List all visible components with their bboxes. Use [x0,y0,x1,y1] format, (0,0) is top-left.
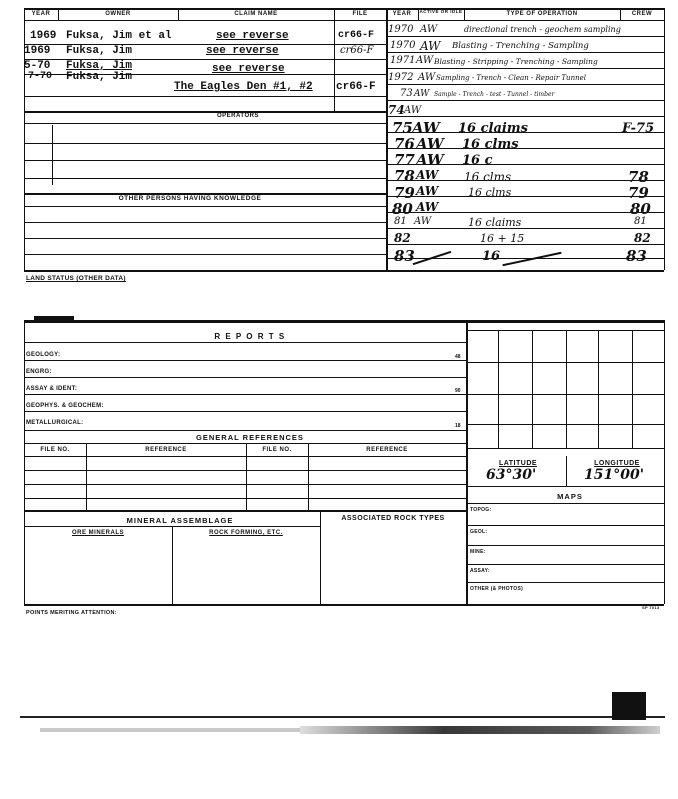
activity-row-3-status: AW [416,55,434,66]
activity-row-14-crew: 82 [634,231,651,245]
activity-row-14-year: 82 [394,231,411,245]
form-number: SP 7013 [642,605,660,610]
mineral-assemblage-label: MINERAL ASSEMBLAGE [126,516,234,525]
associated-rock-types-label: ASSOCIATED ROCK TYPES [341,515,445,522]
geology-label: GEOLOGY: [26,352,61,358]
metallurgical-label: METALLURGICAL: [26,420,84,426]
activity-row-14-operation: 16 + 15 [480,232,525,245]
general-references-label: GENERAL REFERENCES [196,433,304,442]
activity-row-8-status: AW [416,135,444,153]
owner-row-3-year: 5-70 [24,60,51,72]
activity-row-3-year: 1971 [390,55,416,66]
scan-artifact-band [20,716,665,718]
geophys-geochem-label: GEOPHYS. & GEOCHEM: [26,403,104,409]
activity-row-4-year: 1972 [388,72,414,83]
owner-row-3-owner: Fuksa, Jim [66,60,133,72]
activity-row-13-operation: 16 claims [468,216,522,229]
points-meriting-label: POINTS MERITING ATTENTION: [26,610,117,616]
activity-row-15-crew: 83 [626,247,647,265]
owner-row-2-owner: Fuksa, Jim [66,45,133,57]
activity-row-1-status: AW [420,24,438,35]
assay-ident-label: ASSAY & IDENT: [26,386,78,392]
scan-artifact-streak [300,726,660,734]
activity-row-2-status: AW [420,39,441,53]
activity-row-13-year: 81 [394,216,407,227]
activity-row-10-year: 78 [394,167,415,185]
owner-row-4-owner: Fuksa, Jim [66,71,133,83]
engrg-label: ENGRG: [26,369,52,375]
activity-row-5-status: AW [414,89,430,99]
activity-row-10-operation: 16 clms [464,170,512,184]
assay-map-label: ASSAY: [470,568,490,574]
longitude-value: 151°00' [584,467,644,483]
header-active-or-idle: ACTIVE OR IDLE [419,9,463,14]
header-year-2: YEAR [392,11,412,17]
activity-row-7-status: AW [412,119,440,137]
activity-row-7-operation: 16 claims [458,121,528,136]
header-crew: CREW [631,11,653,17]
activity-row-1-operation: directional trench - geochem sampling [464,25,621,34]
mine-label: MINE: [470,549,486,555]
activity-row-13-crew: 81 [634,216,647,227]
scan-artifact-block [612,692,646,720]
activity-row-12-year: 80 [392,200,413,218]
activity-row-5-operation: Sample - Trench - test - Tunnel - timber [434,91,555,98]
longitude-label: LONGITUDE [594,460,640,467]
topog-label: TOPOG: [470,507,492,513]
owner-row-2-file: cr66-F [340,45,374,56]
activity-row-8-operation: 16 clms [462,137,519,152]
owner-row-2-year: 1969 [24,45,51,57]
geology-number: 48 [455,354,461,360]
activity-row-12-status: AW [416,200,439,214]
activity-row-8-year: 76 [394,135,415,153]
owner-row-2-claim: see reverse [206,45,279,57]
header-type-of-operation: TYPE OF OPERATION [506,11,578,17]
maps-label: MAPS [557,492,583,501]
activity-row-6-year: 74 [388,103,405,117]
file-no-header-1: FILE NO. [40,447,70,453]
rock-forming-header: ROCK FORMING, ETC. [209,530,283,536]
activity-row-9-operation: 16 c [462,153,493,168]
operators-label: OPERATORS [217,113,259,119]
other-photos-label: OTHER (& PHOTOS) [470,586,524,592]
reports-label: R E P O R T S [214,332,286,341]
activity-row-11-operation: 16 clms [468,186,512,199]
activity-row-12-crew: 80 [630,200,651,218]
latitude-value: 63°30' [486,467,537,483]
activity-row-3-operation: Blasting - Stripping - Trenching - Sampling [434,57,598,66]
owner-row-4-year: 7-70 [28,71,53,82]
owner-row-3-claim: see reverse [212,63,285,75]
activity-row-2-operation: Blasting - Trenching - Sampling [452,41,589,51]
activity-row-10-status: AW [416,168,439,182]
file-no-header-2: FILE NO. [262,447,292,453]
activity-row-13-status: AW [414,216,432,227]
reference-header-1: REFERENCE [145,447,187,453]
activity-row-10-crew: 78 [628,168,649,186]
owner-row-1-file: cr66-F [338,30,375,41]
activity-row-7-year: 75 [392,119,413,137]
header-claim-name: CLAIM NAME [234,11,278,17]
owner-row-4-claim: The Eagles Den #1, #2 [174,81,313,93]
ore-minerals-header: ORE MINERALS [71,530,124,536]
geol-label: GEOL: [470,529,488,535]
owner-row-4-file: cr66-F [336,81,376,93]
header-owner: OWNER [105,11,131,17]
activity-row-5-year: 73 [400,88,413,99]
owner-row-1-claim: see reverse [216,30,289,42]
activity-row-1-year: 1970 [388,24,414,35]
activity-row-4-operation: Sampling - Trench - Clean - Repair Tunnel [436,74,586,82]
activity-scribble-mark-2 [502,252,561,266]
header-year: YEAR [31,11,51,17]
reference-header-2: REFERENCE [366,447,408,453]
owner-row-1-owner: Fuksa, Jim et al [66,30,172,42]
activity-row-11-year: 79 [394,184,415,202]
metallurgical-number: 18 [455,423,461,429]
owner-row-1-year: 1969 [30,30,57,42]
assay-number: 90 [455,388,461,394]
scan-artifact-streak-2 [40,728,300,732]
activity-row-9-status: AW [416,151,444,169]
activity-row-11-status: AW [416,184,439,198]
activity-row-15-year: 83 [394,247,415,265]
activity-row-7-crew: F-75 [622,121,655,136]
activity-row-15-operation: 16 [482,249,501,264]
header-file: FILE [352,11,368,17]
latitude-label: LATITUDE [498,460,538,467]
activity-row-6-status: AW [404,105,422,116]
activity-row-2-year: 1970 [390,40,416,51]
land-status-label: LAND STATUS (OTHER DATA) [26,275,126,282]
activity-row-11-crew: 79 [628,184,649,202]
scan-mark [34,316,74,321]
activity-row-9-year: 77 [394,151,415,169]
other-persons-label: OTHER PERSONS HAVING KNOWLEDGE [118,195,262,202]
activity-row-4-status: AW [418,72,436,83]
